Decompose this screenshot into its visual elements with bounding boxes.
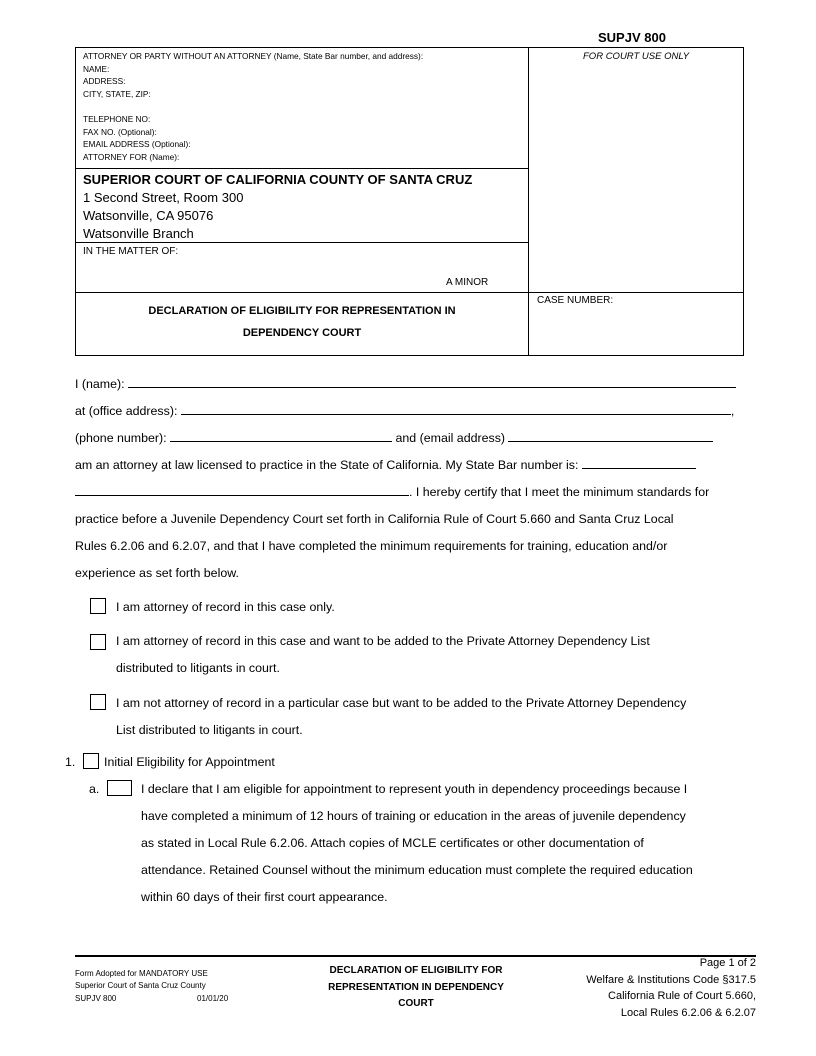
attorney-email-field[interactable]: EMAIL ADDRESS (Optional):	[83, 139, 191, 150]
bar-number-line	[75, 452, 696, 479]
court-branch: Watsonville Branch	[83, 226, 194, 241]
form-title-line1: DECLARATION OF ELIGIBILITY FOR REPRESENTATION IN	[148, 305, 456, 317]
footer-ref-crc: California Rule of Court 5.660,	[608, 990, 756, 1002]
attorney-heading: ATTORNEY OR PARTY WITHOUT AN ATTORNEY (Name, State Bar number, and address):	[83, 51, 424, 61]
footer-page-number: Page 1 of 2	[699, 957, 756, 969]
form-number: SUPJV 800	[598, 30, 666, 45]
caption-rule-court	[75, 168, 529, 169]
footer-adopted: Form Adopted for MANDATORY USE	[75, 969, 208, 978]
office-address-input[interactable]	[181, 402, 731, 415]
footer-title-line1: DECLARATION OF ELIGIBILITY FOR	[329, 965, 503, 976]
case-number-label: CASE NUMBER:	[537, 295, 614, 306]
footer-ref-local: Local Rules 6.2.06 & 6.2.07	[620, 1006, 756, 1019]
option-record-add-list-line2: distributed to litigants in court.	[116, 661, 280, 675]
bar-number-continued-input[interactable]	[75, 483, 409, 496]
footer-left	[75, 968, 255, 1005]
email-label: and (email address)	[395, 431, 506, 445]
option-record-add-list-text	[116, 628, 650, 682]
email-input[interactable]	[508, 429, 713, 442]
certify-text: . I hereby certify that I meet the minimum standards for	[409, 485, 710, 499]
section-1-number: 1.	[65, 755, 76, 769]
form-title	[75, 300, 529, 344]
attorney-name-field[interactable]: NAME:	[83, 63, 110, 74]
court-street: 1 Second Street, Room 300	[83, 190, 244, 205]
footer-form-date: 01/01/20	[197, 993, 229, 1003]
office-label: at (office address):	[75, 404, 178, 418]
matter-label: IN THE MATTER OF:	[83, 246, 179, 257]
section-1-checkbox[interactable]	[83, 753, 99, 769]
item-a-line4: attendance. Retained Counsel without the minimum education must complete the required education	[141, 863, 693, 877]
court-city: Watsonville, CA 95076	[83, 208, 214, 223]
attorney-block	[83, 50, 423, 163]
office-line	[75, 398, 734, 425]
item-a-line3: as stated in Local Rule 6.2.06. Attach copies of MCLE certificates or other documentation of	[141, 836, 644, 850]
attorney-for-field[interactable]: ATTORNEY FOR (Name):	[83, 151, 180, 162]
name-line	[75, 371, 736, 398]
certify-line	[75, 479, 709, 506]
item-a-checkbox[interactable]	[107, 780, 132, 796]
attorney-address-field[interactable]: ADDRESS:	[83, 76, 126, 87]
option-not-record-add-list-line2: List distributed to litigants in court.	[116, 723, 303, 737]
footer-title-line3: COURT	[398, 998, 434, 1009]
caption-rule-title	[75, 292, 744, 293]
option-not-record-add-list-line1: I am not attorney of record in a particular case but want to be added to the Private Attorney Dependency	[116, 696, 687, 710]
footer-title-line2: REPRESENTATION IN DEPENDENCY	[328, 981, 504, 993]
footer-references	[520, 955, 756, 1021]
item-a-line2: have completed a minimum of 12 hours of training or education in the areas of juvenile dependency	[141, 809, 686, 823]
attorney-fax-field[interactable]: FAX NO. (Optional):	[83, 126, 157, 137]
name-input[interactable]	[128, 375, 736, 388]
option-record-add-list-line1: I am attorney of record in this case and want to be added to the Private Attorney Dependency List	[116, 634, 650, 648]
body-paragraph-3: experience as set forth below.	[75, 566, 239, 580]
option-record-only-text: I am attorney of record in this case only.	[116, 600, 335, 614]
footer-form-date-row	[75, 993, 255, 1005]
option-record-add-list-checkbox[interactable]	[90, 634, 106, 650]
footer-court: Superior Court of Santa Cruz County	[75, 981, 206, 991]
court-name: SUPERIOR COURT OF CALIFORNIA COUNTY OF SANTA CRUZ	[83, 172, 473, 187]
item-a-letter: a.	[89, 782, 100, 796]
attorney-city-field[interactable]: CITY, STATE, ZIP:	[83, 88, 151, 99]
option-not-record-add-list-checkbox[interactable]	[90, 694, 106, 710]
court-use-label: FOR COURT USE ONLY	[583, 51, 690, 62]
section-1-label: Initial Eligibility for Appointment	[104, 755, 275, 769]
name-label: I (name):	[75, 377, 125, 391]
form-title-line2: DEPENDENCY COURT	[242, 327, 362, 339]
contact-line	[75, 425, 713, 452]
item-a-line1: I declare that I am eligible for appointment to represent youth in dependency proceedings because I	[141, 782, 688, 796]
phone-input[interactable]	[170, 429, 392, 442]
footer-ref-wic: Welfare & Institutions Code §317.5	[586, 973, 756, 986]
bar-number-input[interactable]	[582, 456, 696, 469]
footer-title	[296, 963, 536, 1013]
phone-label: (phone number):	[75, 431, 167, 445]
office-comma: ,	[730, 404, 735, 418]
option-not-record-add-list-text	[116, 690, 686, 744]
item-a-text	[141, 776, 693, 911]
attorney-telephone-field[interactable]: TELEPHONE NO:	[83, 113, 151, 124]
body-paragraph-1: practice before a Juvenile Dependency Court set forth in California Rule of Court 5.660 and Santa Cruz Local	[75, 512, 674, 526]
minor-label: A MINOR	[446, 277, 489, 288]
item-a-line5: within 60 days of their first court appearance.	[141, 890, 388, 904]
footer-form-number: SUPJV 800	[75, 993, 117, 1003]
body-paragraph-2: Rules 6.2.06 and 6.2.07, and that I have completed the minimum requirements for training, education and/or	[75, 539, 668, 553]
bar-number-label: am an attorney at law licensed to practice in the State of California. My State Bar number is:	[75, 458, 579, 472]
option-record-only-checkbox[interactable]	[90, 598, 106, 614]
court-address	[83, 189, 243, 243]
